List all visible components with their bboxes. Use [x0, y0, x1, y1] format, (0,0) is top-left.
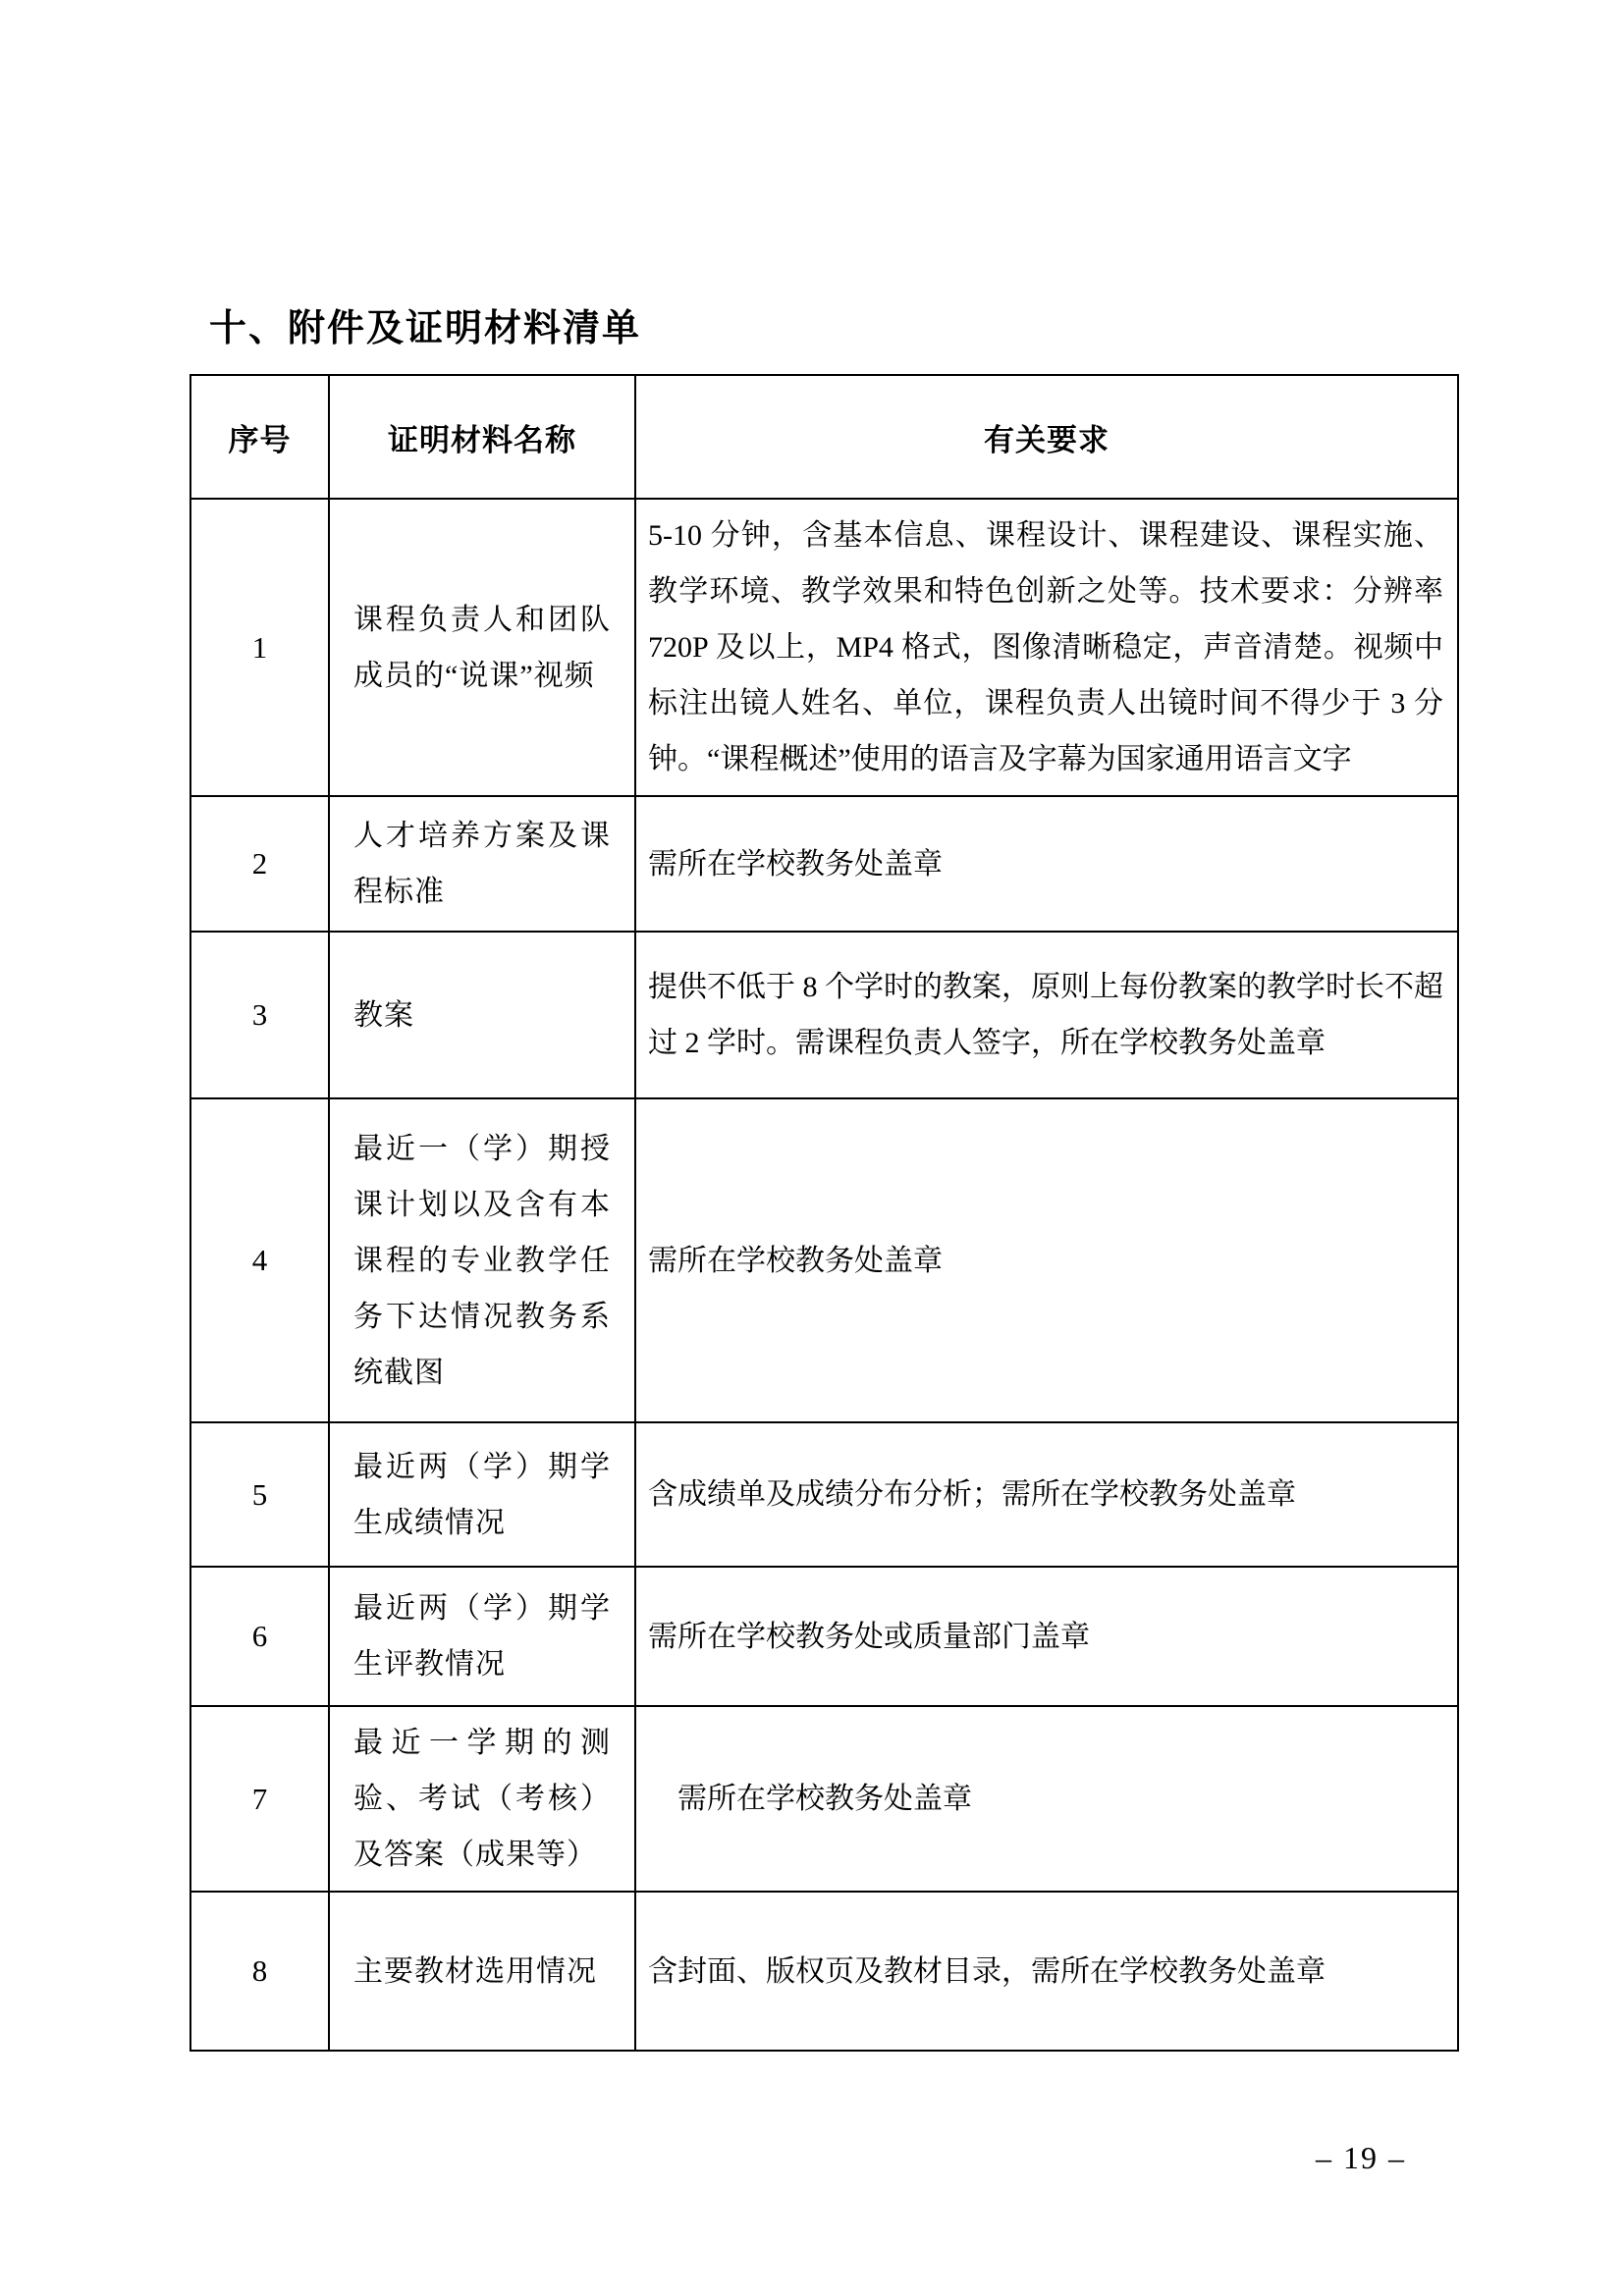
material-requirement: 需所在学校教务处盖章	[635, 1706, 1458, 1892]
material-requirement: 需所在学校教务处盖章	[635, 1098, 1458, 1422]
material-requirement: 5-10 分钟，含基本信息、课程设计、课程建设、课程实施、教学环境、教学效果和特色创新之处等。技术要求：分辨率 720P 及以上，MP4 格式，图像清晰稳定，声音清楚。视频中标注出镜人姓名、单位，课程负责人出镜时间不得少于 3 分钟。“课程概述”使用的语言及字幕为国家通用语言文字	[635, 499, 1458, 796]
table-header-row	[190, 375, 1458, 499]
table-row	[190, 1098, 1458, 1422]
table-row	[190, 796, 1458, 932]
row-number: 6	[190, 1567, 329, 1706]
material-name: 最近一（学）期授课计划以及含有本课程的专业教学任务下达情况教务系统截图	[329, 1098, 635, 1422]
section-title: 十、附件及证明材料清单	[209, 306, 642, 349]
table-row	[190, 1706, 1458, 1892]
material-name: 最近两（学）期学生成绩情况	[329, 1422, 635, 1567]
material-requirement: 含封面、版权页及教材目录，需所在学校教务处盖章	[635, 1892, 1458, 2051]
material-requirement: 提供不低于 8 个学时的教案，原则上每份教案的教学时长不超过 2 学时。需课程负责人签字，所在学校教务处盖章	[635, 932, 1458, 1098]
material-name: 人才培养方案及课程标准	[329, 796, 635, 932]
material-requirement: 含成绩单及成绩分布分析；需所在学校教务处盖章	[635, 1422, 1458, 1567]
header-req: 有关要求	[635, 375, 1458, 499]
table-row	[190, 1422, 1458, 1567]
table-row	[190, 1567, 1458, 1706]
material-name: 最近一学期的测验、考试（考核）及答案（成果等）	[329, 1706, 635, 1892]
table-row	[190, 1892, 1458, 2051]
row-number: 7	[190, 1706, 329, 1892]
row-number: 8	[190, 1892, 329, 2051]
table-row	[190, 499, 1458, 796]
table-row	[190, 932, 1458, 1098]
materials-table	[189, 374, 1459, 2052]
material-name: 教案	[329, 932, 635, 1098]
header-no: 序号	[190, 375, 329, 499]
row-number: 2	[190, 796, 329, 932]
material-requirement: 需所在学校教务处或质量部门盖章	[635, 1567, 1458, 1706]
row-number: 3	[190, 932, 329, 1098]
row-number: 5	[190, 1422, 329, 1567]
page-number: – 19 –	[1316, 2140, 1406, 2175]
row-number: 4	[190, 1098, 329, 1422]
material-name: 最近两（学）期学生评教情况	[329, 1567, 635, 1706]
material-requirement: 需所在学校教务处盖章	[635, 796, 1458, 932]
material-name: 课程负责人和团队成员的“说课”视频	[329, 499, 635, 796]
material-name: 主要教材选用情况	[329, 1892, 635, 2051]
row-number: 1	[190, 499, 329, 796]
header-name: 证明材料名称	[329, 375, 635, 499]
